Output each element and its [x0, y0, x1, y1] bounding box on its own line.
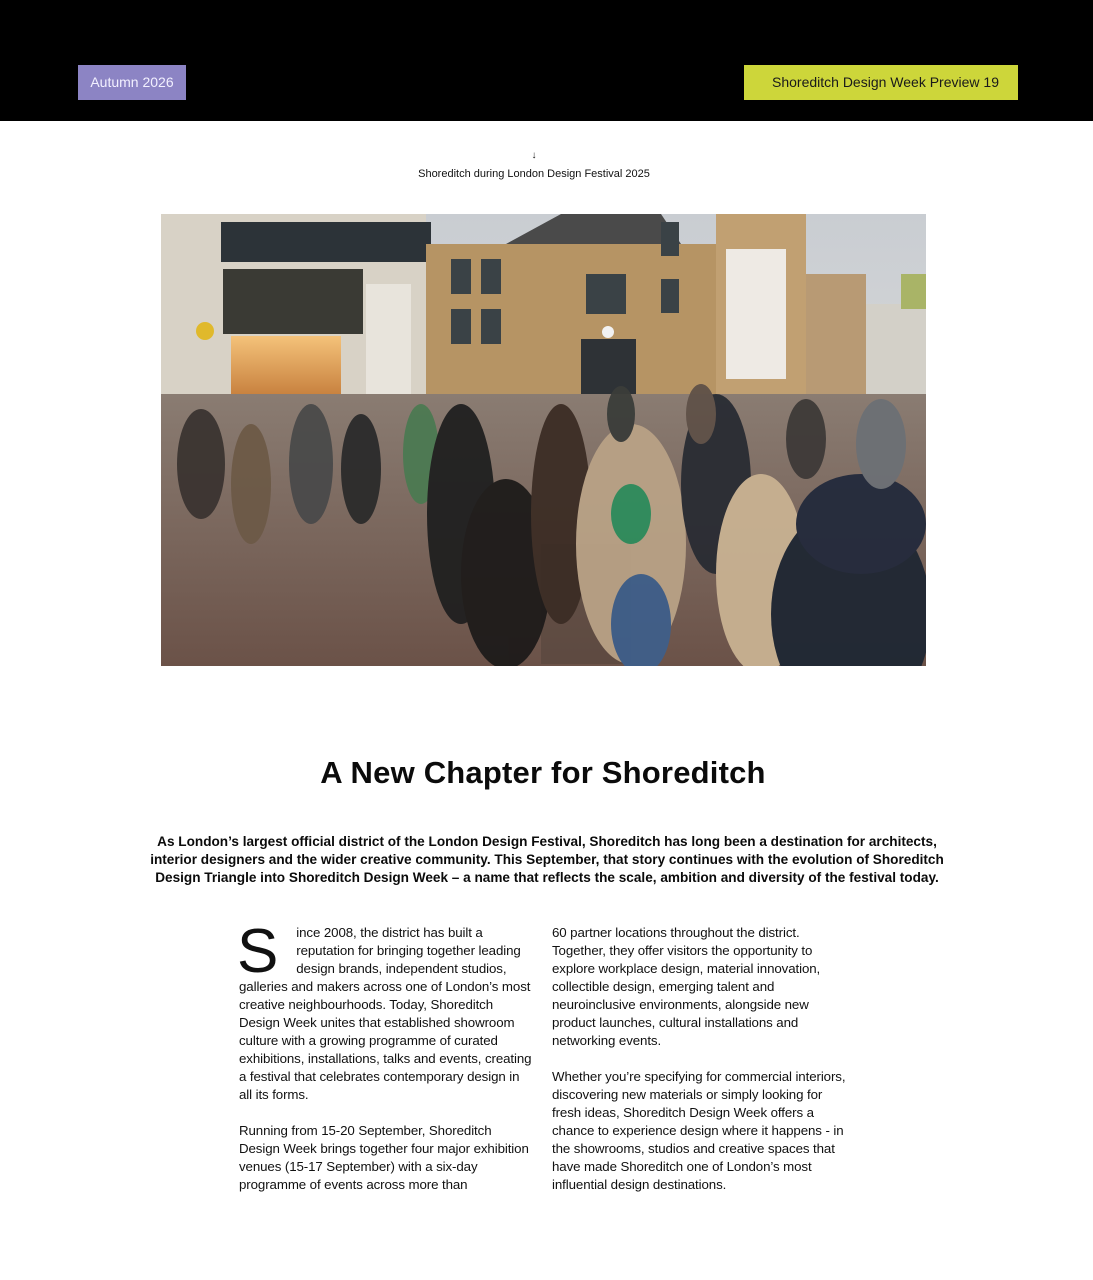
section-tag: [744, 65, 1018, 100]
article-headline: A New Chapter for Shoreditch: [320, 755, 766, 790]
article-standfirst: As London’s largest official district of the London Design Festival, Shoreditch has long been a destination for architects, interior designers and the wider creative community. This September, that story continues with the evolution of Shoreditch Design Triangle into Shoreditch Design Week – a name that reflects the scale, ambition and diversity of the festival today.: [150, 834, 944, 885]
issue-label: Autumn 2026: [78, 65, 186, 100]
section-title: Shoreditch Design Week Preview: [772, 74, 980, 90]
body-paragraph: Running from 15-20 September, Shoreditch Design Week brings together four major exhibition venues (15-17 September) with a six-day programme of events across more than: [239, 1123, 529, 1192]
body-column-right: [552, 924, 848, 1212]
arrow-down-icon: ↓: [531, 150, 537, 161]
photo-caption: Shoreditch during London Design Festival 2025: [418, 168, 650, 180]
body-paragraph: S ince 2008, the district has built a reputation for bringing together leading design brands, independent studios, galleries and makers across one of London’s most creative neighbourhoods. Today, Shoreditch Design Week unites that established showroom culture with a growing programme of curated exhibitions, installations, talks and events, creating a festival that celebrates contemporary design in all its forms.: [237, 917, 532, 1102]
street-photo: [161, 214, 926, 666]
body-paragraph: Whether you’re specifying for commercial interiors, discovering new materials or simply looking for fresh ideas, Shoreditch Design Week offers a chance to experience design where it happens - in the showrooms, studios and creative spaces that have made Shoreditch one of London’s most influential design destinations.: [552, 1069, 846, 1192]
page-number: 19: [983, 74, 999, 90]
body-column-left: [237, 917, 535, 1212]
top-bar: [0, 0, 1093, 121]
body-paragraph: 60 partner locations throughout the district. Together, they offer visitors the opportunity to explore workplace design, material innovation, collectible design, emerging talent and neuroinclusive environments, alongside new product launches, cultural installations and networking events.: [552, 925, 821, 1048]
drop-cap: S: [237, 917, 279, 986]
